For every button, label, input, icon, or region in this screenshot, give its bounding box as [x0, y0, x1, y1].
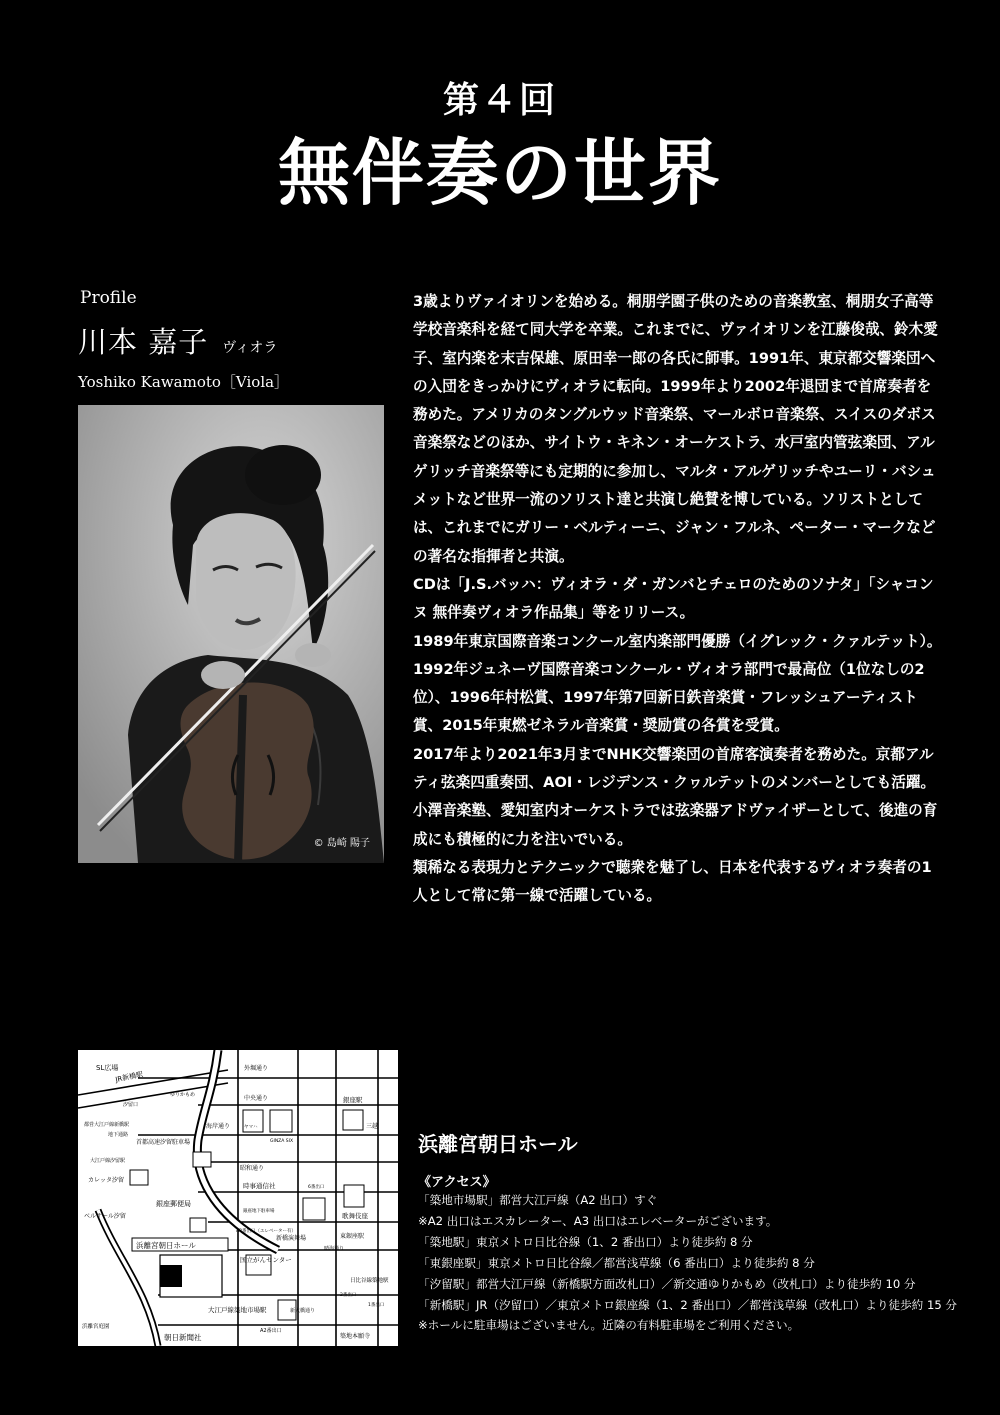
bio-paragraph: 1989年東京国際音楽コンクール室内楽部門優勝（イグレック・クァルテット）。1992年ジュネーヴ国際音楽コンクール・ヴィオラ部門で最高位（1位なしの2位）、1996年村松賞、1997年第7回新日鉄音楽賞・フレッシュアーティスト賞、2015年東燃ゼネラル音楽賞・奨励賞の各賞を受賞。: [413, 632, 942, 735]
map-label-higashi-ginza: 東銀座駅: [340, 1233, 365, 1240]
map-drawing: [78, 1050, 398, 1346]
access-line: 「東銀座駅」東京メトロ日比谷線／都営浅草線（6 番出口）より徒歩約 8 分: [418, 1255, 815, 1270]
map-label-kaigan: 海岸通り: [206, 1123, 231, 1130]
map-label-a3-exit: A3番出口（エレベーター有）: [236, 1229, 296, 1234]
map-label-ginza-station: 銀座駅: [343, 1096, 363, 1104]
biography: [413, 288, 943, 911]
venue-section: [418, 1128, 978, 1336]
map-label-hall: 浜離宮朝日ホール: [136, 1241, 196, 1250]
map-label-chuo: 中央通り: [244, 1095, 269, 1102]
bio-paragraph: 小澤音楽塾、愛知室内オーケストラでは弦楽器アドヴァイザーとして、後進の育成にも積極的に力を注いでいる。: [413, 802, 938, 848]
name-row: [78, 320, 388, 361]
map-label-kabukiza: 歌舞伎座: [342, 1212, 368, 1220]
map-label-hibiya-tsukiji: 日比谷線築地駅: [350, 1278, 389, 1284]
access-line: 「汐留駅」都営大江戸線（新橋駅方面改札口）／新交通ゆりかもめ（改札口）より徒歩約 10 分: [418, 1276, 916, 1291]
access-heading: 《アクセス》: [418, 1175, 496, 1190]
header: [0, 72, 1000, 215]
map-label-ginza-six: GINZA SIX: [270, 1139, 294, 1144]
performer-role-ja: ヴィオラ: [222, 340, 278, 356]
map-label-shuto-kosoku: 首都高速汐留駐車場: [136, 1139, 191, 1146]
map-label-shiodome-exit: 汐留口: [123, 1102, 139, 1108]
profile-section: [78, 288, 388, 392]
map-label-jr-shinbashi: JR新橋駅: [114, 1070, 144, 1084]
map-label-exit2: 2番出口: [340, 1293, 357, 1298]
venue-name: 浜離宮朝日ホール: [418, 1132, 578, 1156]
map-label-sl-plaza: SL広場: [96, 1064, 119, 1072]
map-label-exit6: 6番出口: [308, 1185, 325, 1190]
photo-illustration: [78, 405, 384, 863]
map-label-chika-rokudo: 地下通路: [108, 1132, 129, 1138]
map-label-kokuritsu-gan: 国立がんセンター: [240, 1256, 292, 1264]
access-line: ※A2 出口はエスカレーター、A3 出口はエレベーターがございます。: [418, 1213, 778, 1228]
map-label-gaibori: 外堀通り: [244, 1065, 269, 1072]
access-line: 「築地市場駅」都営大江戸線（A2 出口）すぐ: [418, 1193, 658, 1207]
photo-credit: © 島崎 陽子: [313, 838, 370, 849]
bio-paragraph: 類稀なる表現力とテクニックで聴衆を魅了し、日本を代表するヴィオラ奏者の1人として常に第一線で活躍している。: [413, 858, 932, 905]
edition-label: 第４回: [442, 79, 557, 121]
map-label-toei-oedo-shinbashi: 都営大江戸線新橋駅: [84, 1122, 130, 1128]
map-label-a2-exit: A2番出口: [260, 1328, 282, 1334]
map-label-tsukiji-honganji: 築地本願寺: [340, 1333, 371, 1340]
map-label-oedo-tsukiji-shijo: 大江戸線築地市場駅: [208, 1306, 267, 1314]
map-label-bellesalle: ベルサール汐留: [84, 1213, 126, 1220]
map-label-asahi-shinbun: 朝日新聞社: [164, 1333, 202, 1342]
map-label-showa: 昭和通り: [240, 1165, 265, 1172]
map-label-ginza-underground-parking: 銀座地下駐車場: [243, 1209, 275, 1214]
profile-label: Profile: [80, 288, 137, 308]
bio-paragraph: 2017年より2021年3月までNHK交響楽団の首席客演奏者を務めた。京都アルティ弦楽四重奏団、AOI・レジデンス・クヮルテットのメンバーとしても活躍。: [413, 745, 936, 792]
map-label-shin-kabukiza: 新橋演舞場: [276, 1235, 307, 1242]
bio-paragraph: 3歳よりヴァイオリンを始める。桐朋学園子供のための音楽教室、桐朋女子高等学校音楽科を経て同大学を卒業。これまでに、ヴァイオリンを江藤俊哉、鈴木愛子、室内楽を末吉保雄、原田幸一郎の各氏に師事。1991年、東京都交響楽団への入団をきっかけにヴィオラに転向。1999年より2002年退団まで首席奏者を務めた。アメリカのタングルウッド音楽祭、マールボロ音楽祭、スイスのダボス音楽祭などのほか、サイトウ・キネン・オーケストラ、水戸室内管弦楽団、アルゲリッチ音楽祭等にも定期的に参加し、マルタ・アルゲリッチやユーリ・バシュメットなど世界一流のソリスト達と共演し絶賛を博している。ソリストとしては、これまでにガリー・ベルティーニ、ジャン・フルネ、ペーター・マークなどの著名な指揮者と共演。: [413, 293, 938, 565]
access-map: [78, 1050, 398, 1346]
map-label-yamaha: ヤマハ: [244, 1125, 258, 1130]
map-label-yurikamome: ゆりかもめ: [170, 1092, 196, 1098]
map-label-ginza-post: 銀座郵便局: [156, 1200, 191, 1208]
map-label-oedo-shiodome: 大江戸線汐留駅: [90, 1158, 126, 1164]
map-label-harumi: 晴海通り: [324, 1246, 345, 1252]
access-line: 「新橋駅」JR（汐留口）／東京メトロ銀座線（1、2 番出口）／都営浅草線（改札口）より徒歩約 15 分: [418, 1297, 957, 1312]
performer-name-en: Yoshiko Kawamoto［Viola］: [78, 373, 290, 391]
map-label-mitsukoshi: 三越: [366, 1123, 379, 1130]
access-line: ※ホールに駐車場はございません。近隣の有料駐車場をご利用ください。: [418, 1318, 800, 1333]
access-line: 「築地駅」東京メトロ日比谷線（1、2 番出口）より徒歩約 8 分: [418, 1234, 753, 1249]
performer-photo: [78, 405, 384, 863]
performer-name-ja: 川本 嘉子: [78, 325, 209, 359]
map-label-exit1: 1番出口: [368, 1303, 385, 1308]
concert-title: 無伴奏の世界: [277, 130, 722, 215]
map-label-shin-ohashi: 新大橋通り: [290, 1308, 316, 1314]
map-label-caretta: カレッタ汐留: [88, 1177, 124, 1184]
map-label-hamarikyu-garden: 浜離宮庭園: [82, 1324, 110, 1330]
bio-paragraph: CDは「J.S.バッハ：ヴィオラ・ダ・ガンバとチェロのためのソナタ」「シャコンヌ 無伴奏ヴィオラ作品集」等をリリース。: [413, 575, 934, 622]
map-label-jiji: 時事通信社: [243, 1182, 276, 1190]
